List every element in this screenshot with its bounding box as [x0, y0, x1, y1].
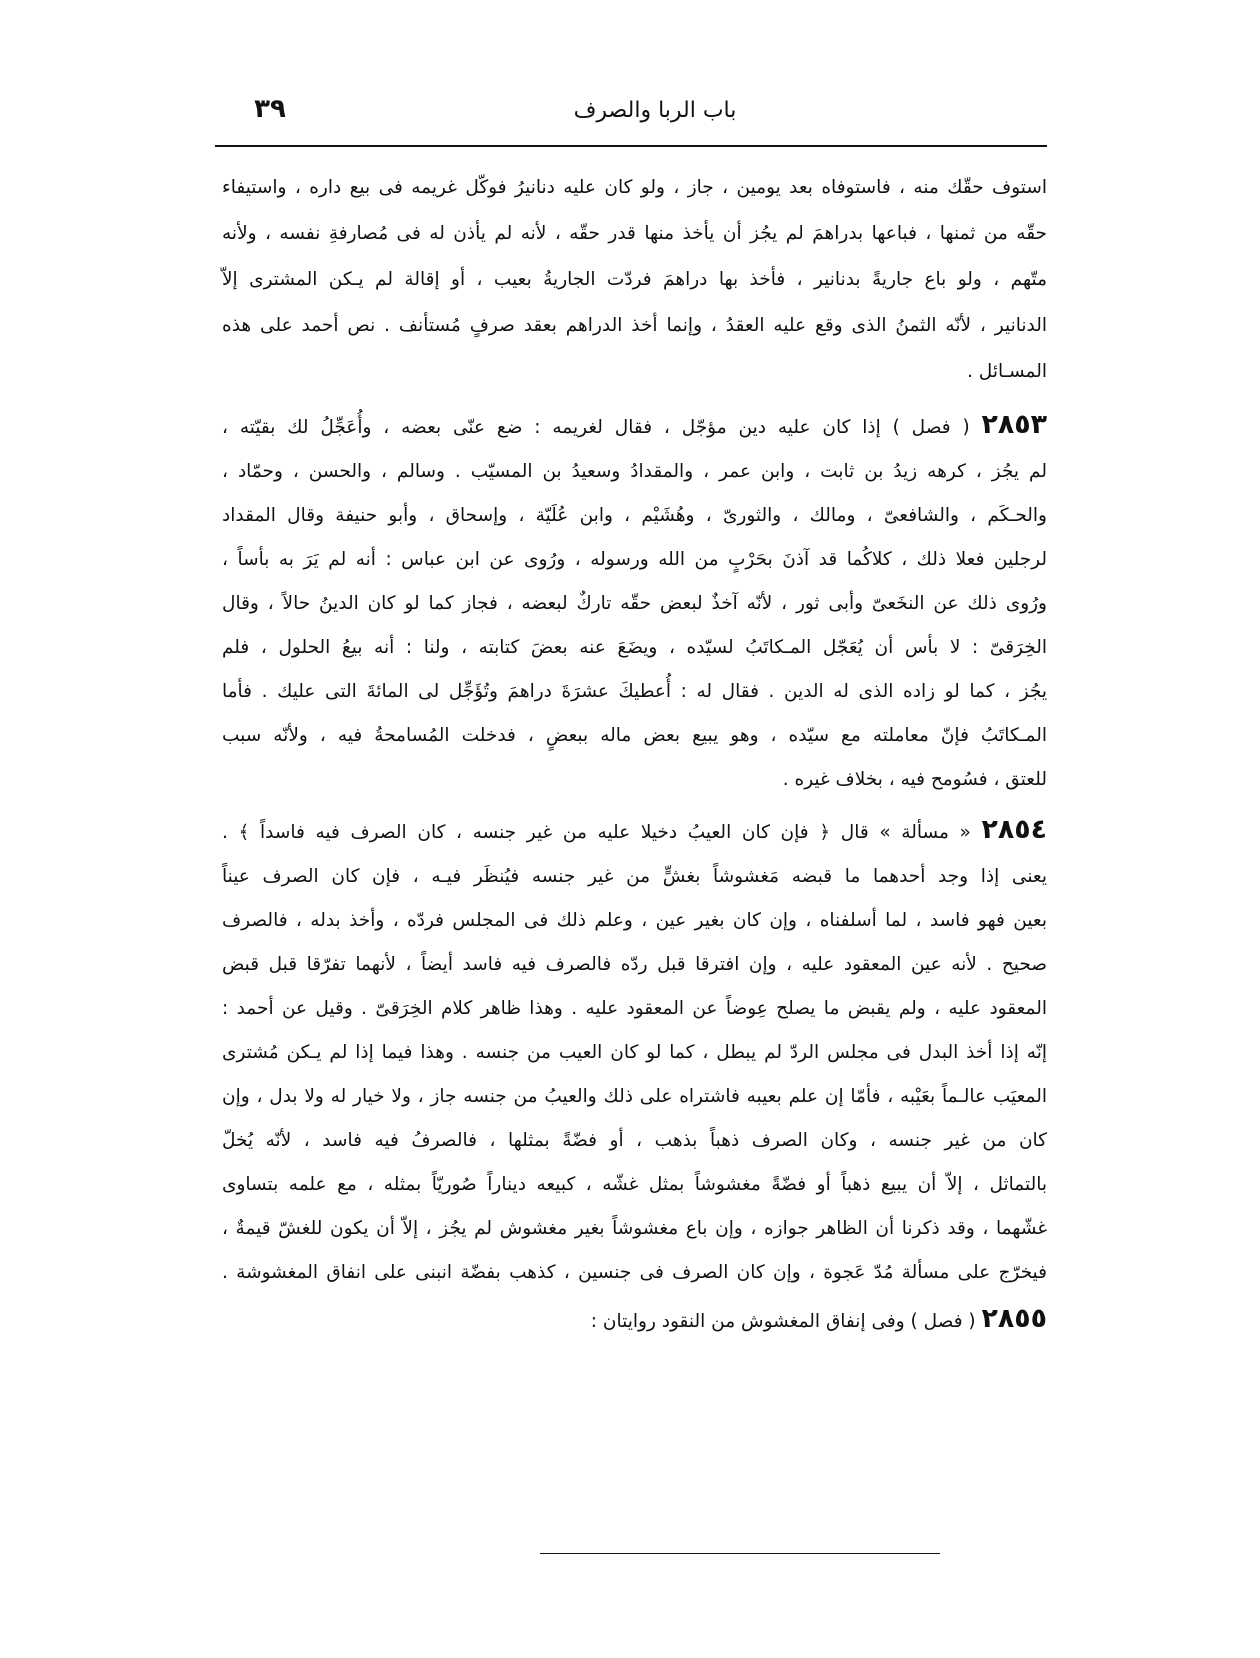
text-line: فيخرّج على مسألة مُدّ عَجوة ، وإن كان الصرف فى جنسين ، كذهب بفضّة انبنى على انفاق المغشوشة .: [222, 1262, 1047, 1283]
section-number: ٢٨٥٤: [981, 814, 1047, 845]
text-line: حقّه من ثمنها ، فباعها بدراهمَ لم يجُز أن يأخذ منها قدر حقّه ، لأنه لم يأذن له فى مُصارفةِ نفسه ، ولأنه: [222, 223, 1047, 244]
paragraph-2855: [222, 1300, 1047, 1344]
text-line-content: ( فصل ) وفى إنفاق المغشوش من النقود روايتان :: [590, 1311, 976, 1332]
text-line: لرجلين فعلا ذلك ، كلاكُما قد آذنَ بحَرْبٍ من الله ورسوله ، ورُوى عن ابن عباس : أنه لم يَرَ به بأساً ،: [222, 549, 1047, 570]
text-line: غشّهما ، وقد ذكرنا أن الظاهر جوازه ، وإن باع مغشوشاً بغير مغشوش لم يجُز ، إلاّ أن يكون للغشّ قيمةٌ ،: [222, 1218, 1047, 1239]
footer-rule: [540, 1553, 940, 1554]
text-line: كان من غير جنسه ، وكان الصرف ذهباً بذهب ، أو فضّةً بمثلها ، فالصرفُ فيه فاسد ، لأنّه يُخلّ: [222, 1130, 1047, 1151]
text-line: بعين فهو فاسد ، لما أسلفناه ، وإن كان بغير عين ، وعلم ذلك فى المجلس فردّه ، وأخذ بدله ، فالصرف: [222, 910, 1047, 931]
text-line: بالتماثل ، إلاّ أن يبيع ذهباً أو فضّةً مغشوشاً بمثل غشّه ، كبيعه ديناراً صُوريّاً بمثله ، مع علمه بتساوى: [222, 1174, 1047, 1195]
text-line: لم يجُز ، كرهه زيدُ بن ثابت ، وابن عمر ، والمقدادُ وسعيدُ بن المسيّب . وسالم ، والحسن ، وحمّاد ،: [222, 461, 1047, 482]
text-line: يعنى إذا وجد أحدهما ما قبضه مَغشوشاً بغشٍّ من غير جنسه فيُنظَر فيـه ، فإن كان الصرف عيناً: [222, 866, 1047, 887]
text-line: الخِرَقىّ : لا بأس أن يُعَجّل المـكاتَبُ لسيّده ، ويضَعَ عنه بعضَ كتابته ، ولنا : أنه بيعُ الحلول ، فلم: [222, 637, 1047, 658]
text-line: متّهم ، ولو باع جاريةً بدنانير ، فأخذ بها دراهمَ فردّت الجاريةُ بعيب ، أو إقالة لم يـكن المشترى إلاّ: [222, 269, 1047, 290]
text-line: الدنانير ، لأنّه الثمنُ الذى وقع عليه العقدُ ، وإنما أخذ الدراهم بعقد صرفٍ مُستأنف . نص أحمد على هذه: [222, 315, 1047, 336]
section-number: ٢٨٥٣: [981, 409, 1047, 440]
text-line: إنّه إذا أخذ البدل فى مجلس الردّ لم يبطل ، كما لو كان العيب من جنسه . وهذا فيما إذا لم يـكن مُشترى: [222, 1042, 1047, 1063]
text-line-content: ( فصل ) إذا كان عليه دين مؤجّل ، فقال لغريمه : ضع عنّى بعضه ، وأُعَجِّلُ لك بقيّته ،: [222, 417, 970, 438]
paragraph-2854: [222, 811, 1047, 1295]
paragraph-2853: [222, 406, 1047, 802]
text-line: يجُز ، كما لو زاده الذى له الدين . فقال له : أُعطيكَ عشرَةَ دراهمَ وتُؤَجِّل لى المائةَ التى عليك . فأما: [222, 681, 1047, 702]
text-line: المـكاتَبُ فإنّ معاملته مع سيّده ، وهو يبيع بعض ماله ببعضٍ ، فدخلت المُسامحةُ فيه ، ولأنّه سبب: [222, 725, 1047, 746]
paragraph-continuation: [222, 165, 1047, 395]
text-line: ورُوى ذلك عن النخَعىّ وأبى ثور ، لأنّه آخذٌ لبعض حقّه تاركٌ لبعضه ، فجاز كما لو كان الدينُ حالاً ، وقال: [222, 593, 1047, 614]
text-line: [222, 1300, 1047, 1344]
text-line: للعتق ، فسُومح فيه ، بخلاف غيره .: [782, 769, 1047, 790]
header-rule: [215, 145, 1047, 147]
page-number: ٣٩: [254, 94, 286, 124]
chapter-title: باب الربا والصرف: [573, 98, 737, 123]
text-line: المعيَب عالـماً بعَيْبه ، فأمّا إن علم بعيبه فاشتراه على ذلك والعيبُ من جنسه جاز ، ولا خيار له ولا بدل ، وإن: [222, 1086, 1047, 1107]
text-line-content: « مسألة » قال ﴿ فإن كان العيبُ دخيلا عليه من غير جنسه ، كان الصرف فيه فاسداً ﴾ .: [222, 822, 971, 843]
text-line: استوف حقّك منه ، فاستوفاه بعد يومين ، جاز ، ولو كان عليه دنانيرُ فوكّل غريمه فى بيع داره ، واستيفاء: [222, 177, 1047, 198]
text-line: والحـكَم ، والشافعىّ ، ومالك ، والثورىّ ، وهُشَيْم ، وابن عُلَيّة ، وإسحاق ، وأبو حنيفة وقال المقداد: [222, 505, 1047, 526]
section-number: ٢٨٥٥: [981, 1303, 1047, 1334]
text-line: المسـائل .: [967, 361, 1047, 382]
text-line: المعقود عليه ، ولم يقبض ما يصلح عِوضاً عن المعقود عليه . وهذا ظاهر كلام الخِرَقىّ . وقيل عن أحمد :: [222, 998, 1047, 1019]
text-line: [222, 811, 1047, 855]
text-line: صحيح . لأنه عين المعقود عليه ، وإن افترقا قبل ردّه فالصرف فيه فاسد أيضاً ، لأنهما تفرّقا قبل قبض: [222, 954, 1047, 975]
text-line: [222, 406, 1047, 450]
